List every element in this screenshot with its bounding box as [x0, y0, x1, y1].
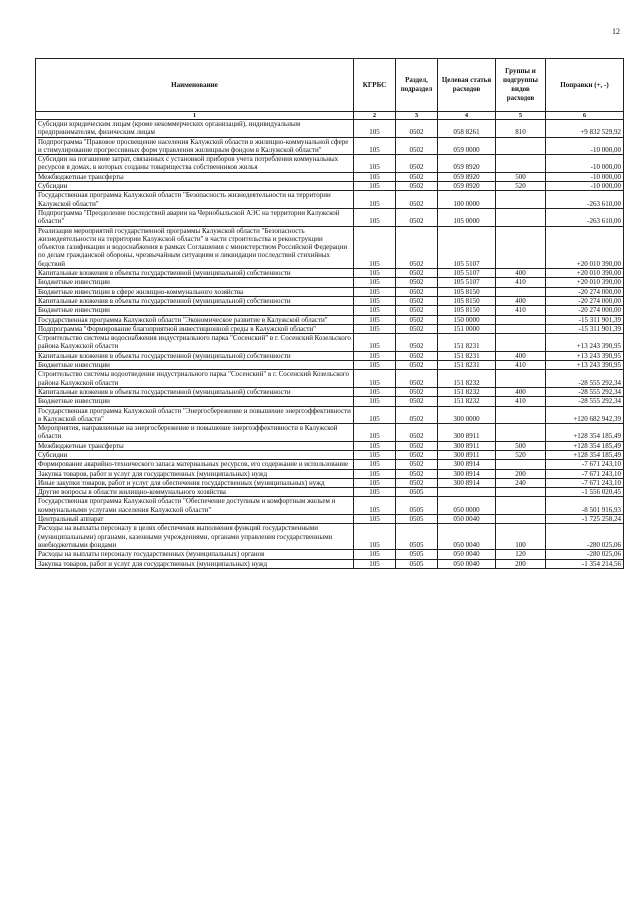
row-razdel: 0502 — [396, 406, 438, 424]
row-kgrbs: 105 — [354, 182, 396, 191]
row-name: Государственная программа Калужской области "Безопасность жизнедеятельности на территории Калужской области" — [36, 191, 354, 209]
table-row — [36, 450, 624, 459]
row-name: Расходы на выплаты персоналу государственных (муниципальных) органов — [36, 550, 354, 559]
row-kgrbs: 105 — [354, 469, 396, 478]
row-vr — [496, 226, 546, 268]
row-amount: -20 274 000,00 — [546, 296, 624, 305]
row-csr: 050 0040 — [438, 515, 496, 524]
row-vr — [496, 191, 546, 209]
row-kgrbs: 105 — [354, 460, 396, 469]
row-amount: -15 311 901,39 — [546, 315, 624, 324]
table-row — [36, 208, 624, 226]
column-number: 4 — [438, 112, 496, 120]
row-name: Капитальные вложения в объекты государственной (муниципальной) собственности — [36, 296, 354, 305]
row-csr: 050 0000 — [438, 497, 496, 515]
table-row — [36, 137, 624, 155]
table-row — [36, 334, 624, 352]
row-kgrbs: 105 — [354, 155, 396, 173]
row-name: Другие вопросы в области жилищно-коммунального хозяйства — [36, 488, 354, 497]
row-kgrbs: 105 — [354, 296, 396, 305]
row-kgrbs: 105 — [354, 370, 396, 388]
header-vr: Группы и подгруппы видов расходов — [496, 59, 546, 112]
row-razdel: 0502 — [396, 191, 438, 209]
row-vr: 400 — [496, 351, 546, 360]
row-amount: -1 556 020,45 — [546, 488, 624, 497]
row-kgrbs: 105 — [354, 287, 396, 296]
row-csr: 059 8920 — [438, 172, 496, 181]
table-row — [36, 191, 624, 209]
row-razdel: 0502 — [396, 387, 438, 396]
row-amount: -263 610,00 — [546, 191, 624, 209]
row-name: Подпрограмма "Преодоление последствий аварии на Чернобыльской АЭС на территории Калужской области" — [36, 208, 354, 226]
table-row — [36, 155, 624, 173]
row-vr: 410 — [496, 361, 546, 370]
row-csr: 151 8232 — [438, 397, 496, 406]
row-csr: 105 8150 — [438, 287, 496, 296]
row-kgrbs: 105 — [354, 497, 396, 515]
row-csr: 300 8914 — [438, 460, 496, 469]
row-name: Бюджетные инвестиции — [36, 361, 354, 370]
row-kgrbs: 105 — [354, 208, 396, 226]
row-name: Иные закупки товаров, работ и услуг для обеспечения государственных (муниципальных) нужд — [36, 478, 354, 487]
row-amount: -7 671 243,10 — [546, 460, 624, 469]
row-amount: -8 501 916,93 — [546, 497, 624, 515]
row-amount: +20 010 390,00 — [546, 226, 624, 268]
row-razdel: 0502 — [396, 397, 438, 406]
row-razdel: 0502 — [396, 120, 438, 138]
row-amount: -10 000,00 — [546, 182, 624, 191]
row-kgrbs: 105 — [354, 441, 396, 450]
row-vr: 500 — [496, 172, 546, 181]
row-razdel: 0502 — [396, 361, 438, 370]
row-vr — [496, 324, 546, 333]
row-kgrbs: 105 — [354, 478, 396, 487]
row-amount: -15 311 901,39 — [546, 324, 624, 333]
column-number: 6 — [546, 112, 624, 120]
row-amount: +20 010 390,00 — [546, 278, 624, 287]
row-razdel: 0502 — [396, 287, 438, 296]
table-row — [36, 370, 624, 388]
row-csr: 151 8232 — [438, 370, 496, 388]
row-razdel: 0505 — [396, 497, 438, 515]
row-kgrbs: 105 — [354, 306, 396, 315]
row-amount: -10 000,00 — [546, 155, 624, 173]
table-row — [36, 460, 624, 469]
row-csr: 105 5107 — [438, 278, 496, 287]
row-csr: 300 8911 — [438, 441, 496, 450]
table-row — [36, 296, 624, 305]
row-kgrbs: 105 — [354, 424, 396, 442]
row-name: Государственная программа Калужской области "Экономическое развитие в Калужской области" — [36, 315, 354, 324]
row-kgrbs: 105 — [354, 550, 396, 559]
row-name: Реализация мероприятий государственной программы Калужской области "Безопасность жизнедеятельности на территории Калужской области" в части строительства и реконструкции объектов газификации и водоснабжения в рамках Соглашения с министерством Российской Федерации по делам гражданской обороны, чрезвычайным ситуациям и ликвидации последствий стихийных бедствий — [36, 226, 354, 268]
row-kgrbs: 105 — [354, 226, 396, 268]
row-amount: +9 832 529,92 — [546, 120, 624, 138]
row-csr: 105 8150 — [438, 296, 496, 305]
row-amount: -7 671 243,10 — [546, 469, 624, 478]
row-vr: 240 — [496, 478, 546, 487]
row-name: Мероприятия, направленные на энергосбережение и повышение энергоэффективности в Калужской области — [36, 424, 354, 442]
row-name: Строительство системы водоотведения индустриального парка "Сосенский" в г. Сосенский Козельского района Калужской области — [36, 370, 354, 388]
row-csr: 300 8914 — [438, 469, 496, 478]
row-csr: 059 0000 — [438, 137, 496, 155]
row-amount: -28 555 292,34 — [546, 397, 624, 406]
row-name: Бюджетные инвестиции — [36, 278, 354, 287]
table-row — [36, 278, 624, 287]
table-row — [36, 226, 624, 268]
row-razdel: 0502 — [396, 441, 438, 450]
row-kgrbs: 105 — [354, 488, 396, 497]
row-csr: 058 8261 — [438, 120, 496, 138]
table-row — [36, 397, 624, 406]
row-name: Капитальные вложения в объекты государственной (муниципальной) собственности — [36, 351, 354, 360]
row-name: Строительство системы водоснабжения индустриального парка "Сосенский" в г. Сосенский Козельского района Калужской области — [36, 334, 354, 352]
row-amount: +13 243 390,95 — [546, 351, 624, 360]
row-vr: 200 — [496, 469, 546, 478]
row-name: Субсидии на погашение затрат, связанных с установкой приборов учета потребления коммунальных ресурсов в домах, в которых созданы товарищества собственников жилья — [36, 155, 354, 173]
header-kgrbs: КГРБС — [354, 59, 396, 112]
row-razdel: 0502 — [396, 182, 438, 191]
column-number-row — [36, 112, 624, 120]
row-vr — [496, 315, 546, 324]
table-row — [36, 559, 624, 568]
row-kgrbs: 105 — [354, 269, 396, 278]
row-vr — [496, 406, 546, 424]
row-kgrbs: 105 — [354, 515, 396, 524]
row-name: Субсидии — [36, 450, 354, 459]
row-name: Расходы на выплаты персоналу в целях обеспечения выполнения функций государственными (муниципальными) органами, казенными учреждениями, органами управления государственными внебюджетными фондами — [36, 524, 354, 550]
table-row — [36, 351, 624, 360]
row-kgrbs: 105 — [354, 524, 396, 550]
row-csr: 105 8150 — [438, 306, 496, 315]
row-amount: -10 000,00 — [546, 137, 624, 155]
row-razdel: 0502 — [396, 478, 438, 487]
table-row — [36, 515, 624, 524]
header-razdel: Раздел, подраздел — [396, 59, 438, 112]
row-vr: 520 — [496, 450, 546, 459]
row-name: Государственная программа Калужской области "Энергосбережение и повышение энергоэффективности в Калужской области" — [36, 406, 354, 424]
row-vr: 520 — [496, 182, 546, 191]
row-kgrbs: 105 — [354, 191, 396, 209]
row-csr: 100 0000 — [438, 191, 496, 209]
row-razdel: 0502 — [396, 424, 438, 442]
row-amount: -263 610,00 — [546, 208, 624, 226]
column-number: 2 — [354, 112, 396, 120]
row-razdel: 0502 — [396, 155, 438, 173]
row-amount: +128 354 185,49 — [546, 424, 624, 442]
row-amount: +20 010 390,00 — [546, 269, 624, 278]
row-csr: 151 8231 — [438, 351, 496, 360]
row-csr: 151 8231 — [438, 361, 496, 370]
row-name: Межбюджетные трансферты — [36, 172, 354, 181]
table-row — [36, 387, 624, 396]
row-kgrbs: 105 — [354, 315, 396, 324]
row-amount: +120 682 942,39 — [546, 406, 624, 424]
header-amount: Поправки (+, -) — [546, 59, 624, 112]
row-razdel: 0505 — [396, 559, 438, 568]
row-vr: 120 — [496, 550, 546, 559]
row-amount: +128 354 185,49 — [546, 441, 624, 450]
row-amount: +13 243 390,95 — [546, 361, 624, 370]
row-razdel: 0502 — [396, 370, 438, 388]
row-vr: 410 — [496, 397, 546, 406]
row-kgrbs: 105 — [354, 137, 396, 155]
row-csr — [438, 488, 496, 497]
row-vr: 410 — [496, 306, 546, 315]
row-vr — [496, 515, 546, 524]
row-amount: -20 274 000,00 — [546, 287, 624, 296]
row-amount: -1 725 258,24 — [546, 515, 624, 524]
table-row — [36, 306, 624, 315]
row-razdel: 0502 — [396, 226, 438, 268]
row-kgrbs: 105 — [354, 397, 396, 406]
row-vr — [496, 370, 546, 388]
row-csr: 050 0040 — [438, 550, 496, 559]
row-vr: 400 — [496, 296, 546, 305]
table-row — [36, 269, 624, 278]
header-name: Наименование — [36, 59, 354, 112]
row-vr — [496, 460, 546, 469]
row-razdel: 0505 — [396, 488, 438, 497]
row-razdel: 0502 — [396, 278, 438, 287]
row-kgrbs: 105 — [354, 450, 396, 459]
row-name: Государственная программа Калужской области "Обеспечение доступным и комфортным жильем и коммунальными услугами населения Калужской области" — [36, 497, 354, 515]
row-csr: 105 5107 — [438, 226, 496, 268]
row-name: Бюджетные инвестиции — [36, 397, 354, 406]
row-kgrbs: 105 — [354, 406, 396, 424]
row-name: Субсидии — [36, 182, 354, 191]
row-amount: -20 274 000,00 — [546, 306, 624, 315]
row-csr: 105 5107 — [438, 269, 496, 278]
table-row — [36, 488, 624, 497]
row-csr: 059 8920 — [438, 182, 496, 191]
row-amount: -280 025,06 — [546, 550, 624, 559]
row-vr — [496, 287, 546, 296]
table-row — [36, 120, 624, 138]
row-kgrbs: 105 — [354, 324, 396, 333]
row-amount: -28 555 292,34 — [546, 370, 624, 388]
row-name: Капитальные вложения в объекты государственной (муниципальной) собственности — [36, 269, 354, 278]
row-kgrbs: 105 — [354, 334, 396, 352]
table-row — [36, 324, 624, 333]
row-vr: 400 — [496, 269, 546, 278]
row-vr — [496, 155, 546, 173]
row-kgrbs: 105 — [354, 351, 396, 360]
table-row — [36, 287, 624, 296]
row-name: Субсидии юридическим лицам (кроме некоммерческих организаций), индивидуальным предпринимателям, физическим лицам — [36, 120, 354, 138]
row-csr: 150 0000 — [438, 315, 496, 324]
page-number: 12 — [612, 27, 620, 36]
row-kgrbs: 105 — [354, 172, 396, 181]
table-row — [36, 469, 624, 478]
row-csr: 059 8920 — [438, 155, 496, 173]
column-number: 1 — [36, 112, 354, 120]
row-razdel: 0502 — [396, 269, 438, 278]
table-row — [36, 550, 624, 559]
table-row — [36, 361, 624, 370]
row-name: Формирование аварийно-технического запаса материальных ресурсов, его содержание и использование — [36, 460, 354, 469]
table-row — [36, 524, 624, 550]
header-row — [36, 59, 624, 112]
row-csr: 300 8911 — [438, 424, 496, 442]
row-csr: 300 0000 — [438, 406, 496, 424]
row-vr: 400 — [496, 387, 546, 396]
row-razdel: 0502 — [396, 450, 438, 459]
row-razdel: 0505 — [396, 515, 438, 524]
row-razdel: 0502 — [396, 315, 438, 324]
row-name: Закупка товаров, работ и услуг для государственных (муниципальных) нужд — [36, 559, 354, 568]
row-name: Бюджетные инвестиции — [36, 306, 354, 315]
table-row — [36, 172, 624, 181]
row-kgrbs: 105 — [354, 361, 396, 370]
row-amount: -10 000,00 — [546, 172, 624, 181]
row-razdel: 0502 — [396, 208, 438, 226]
row-csr: 050 0040 — [438, 524, 496, 550]
row-razdel: 0502 — [396, 324, 438, 333]
row-csr: 151 0000 — [438, 324, 496, 333]
row-vr: 100 — [496, 524, 546, 550]
row-razdel: 0505 — [396, 524, 438, 550]
table-row — [36, 406, 624, 424]
table-row — [36, 497, 624, 515]
table-row — [36, 424, 624, 442]
column-number: 5 — [496, 112, 546, 120]
row-razdel: 0502 — [396, 172, 438, 181]
row-razdel: 0502 — [396, 469, 438, 478]
row-amount: -7 671 243,10 — [546, 478, 624, 487]
row-vr: 500 — [496, 441, 546, 450]
row-name: Подпрограмма "Формирование благоприятной инвестиционной среды в Калужской области" — [36, 324, 354, 333]
table-row — [36, 441, 624, 450]
row-amount: +13 243 390,95 — [546, 334, 624, 352]
row-name: Бюджетные инвестиции в сфере жилищно-коммунального хозяйства — [36, 287, 354, 296]
row-razdel: 0502 — [396, 137, 438, 155]
table-row — [36, 315, 624, 324]
row-razdel: 0502 — [396, 334, 438, 352]
row-vr — [496, 488, 546, 497]
table-row — [36, 478, 624, 487]
row-vr — [496, 424, 546, 442]
budget-amendments-table — [35, 58, 624, 569]
row-kgrbs: 105 — [354, 120, 396, 138]
row-csr: 105 0000 — [438, 208, 496, 226]
row-kgrbs: 105 — [354, 559, 396, 568]
row-kgrbs: 105 — [354, 278, 396, 287]
row-vr — [496, 497, 546, 515]
row-razdel: 0502 — [396, 460, 438, 469]
row-csr: 300 8911 — [438, 450, 496, 459]
row-name: Закупка товаров, работ и услуг для государственных (муниципальных) нужд — [36, 469, 354, 478]
row-vr — [496, 334, 546, 352]
row-csr: 151 8231 — [438, 334, 496, 352]
row-name: Капитальные вложения в объекты государственной (муниципальной) собственности — [36, 387, 354, 396]
column-number: 3 — [396, 112, 438, 120]
row-razdel: 0505 — [396, 550, 438, 559]
row-vr — [496, 208, 546, 226]
row-kgrbs: 105 — [354, 387, 396, 396]
row-razdel: 0502 — [396, 351, 438, 360]
row-name: Центральный аппарат — [36, 515, 354, 524]
row-name: Межбюджетные трансферты — [36, 441, 354, 450]
row-name: Подпрограмма "Правовое просвещение населения Калужской области в жилищно-коммунальной сфере и стимулирование прогрессивных форм управления жилищным фондом в Калужской области" — [36, 137, 354, 155]
row-amount: +128 354 185,49 — [546, 450, 624, 459]
row-vr — [496, 137, 546, 155]
row-csr: 050 0040 — [438, 559, 496, 568]
row-amount: -280 025,06 — [546, 524, 624, 550]
header-csr: Целевая статья расходов — [438, 59, 496, 112]
table-row — [36, 182, 624, 191]
row-razdel: 0502 — [396, 296, 438, 305]
row-vr: 410 — [496, 278, 546, 287]
row-amount: -28 555 292,34 — [546, 387, 624, 396]
row-vr: 200 — [496, 559, 546, 568]
row-csr: 300 8914 — [438, 478, 496, 487]
row-amount: -1 354 214,56 — [546, 559, 624, 568]
row-vr: 810 — [496, 120, 546, 138]
row-razdel: 0502 — [396, 306, 438, 315]
row-csr: 151 8232 — [438, 387, 496, 396]
